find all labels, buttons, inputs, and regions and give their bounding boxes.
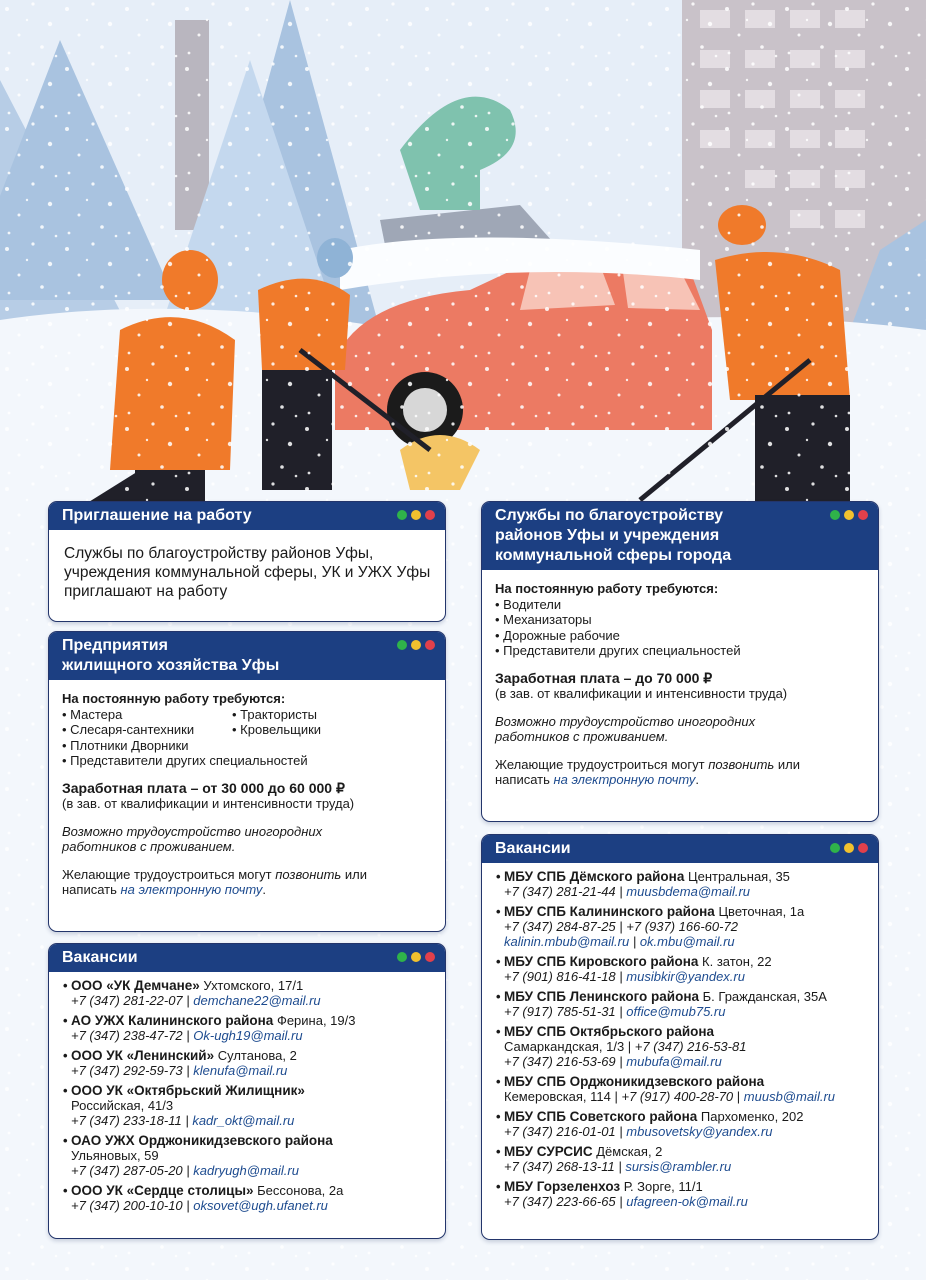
email-link[interactable]: на электронную почту bbox=[553, 772, 696, 787]
email[interactable]: klenufa@mail.ru bbox=[193, 1063, 288, 1078]
housing-note: Возможно трудоустройство иногородних работников с проживанием. bbox=[62, 823, 323, 854]
housing-card-title-line1: Предприятия bbox=[62, 637, 168, 654]
salary-note: (в зав. от квалификации и интенсивности труда) bbox=[495, 686, 788, 701]
phone[interactable]: +7 (347) 281-21-44 bbox=[504, 884, 616, 899]
email[interactable]: kadryugh@mail.ru bbox=[193, 1163, 299, 1178]
services-card-title-line2: районов Уфы и учреждения bbox=[495, 527, 720, 544]
services-card-title-line3: коммунальной сферы города bbox=[495, 547, 732, 564]
profession-item: • Представители других специальностей bbox=[62, 753, 433, 769]
profession-item: • Кровельщики bbox=[232, 722, 321, 738]
call-link[interactable]: позвонить bbox=[708, 756, 775, 772]
call-link[interactable]: позвонить bbox=[275, 866, 342, 882]
housing-enterprises-card bbox=[48, 631, 446, 932]
profession-item: • Дорожные рабочие bbox=[495, 628, 866, 644]
vacancy-item: • МБУ СПБ Орджоникидзевского района Кемеровская, 114 | +7 (917) 400-28-70 | muusb@mail.ru bbox=[496, 1074, 866, 1104]
email-link[interactable]: на электронную почту bbox=[120, 882, 263, 897]
phone[interactable]: +7 (917) 400-28-70 bbox=[621, 1089, 734, 1104]
vacancies-card-right bbox=[481, 834, 879, 1240]
profession-item: • Плотники Дворники bbox=[62, 738, 232, 754]
vacancy-item: • ООО «УК Демчане» Ухтомского, 17/1 +7 (347) 281-22-07 | demchane22@mail.ru bbox=[63, 978, 433, 1008]
email[interactable]: mubufa@mail.ru bbox=[626, 1054, 722, 1069]
phone[interactable]: +7 (917) 785-51-31 bbox=[504, 1004, 616, 1019]
vacancies-title: Вакансии bbox=[495, 840, 571, 857]
vacancies-header bbox=[482, 835, 878, 863]
profession-item: • Мастера bbox=[62, 707, 232, 723]
phone[interactable]: +7 (347) 216-53-69 bbox=[504, 1054, 616, 1069]
profession-item: • Трактористы bbox=[232, 707, 321, 723]
vacancies-header bbox=[49, 944, 445, 972]
invitation-card bbox=[48, 501, 446, 622]
email[interactable]: muusb@mail.ru bbox=[743, 1089, 836, 1104]
vacancy-item: • АО УЖХ Калининского района Ферина, 19/3 +7 (347) 238-47-72 | Ok-ugh19@mail.ru bbox=[63, 1013, 433, 1043]
window-dots bbox=[397, 510, 435, 520]
vacancy-item: • МБУ СПБ Октябрьского района Самаркандская, 1/3 | +7 (347) 216-53-81 +7 (347) 216-53-69 | mubufa@mail.ru bbox=[496, 1024, 866, 1069]
email[interactable]: Ok-ugh19@mail.ru bbox=[193, 1028, 303, 1043]
email[interactable]: mbusovetsky@yandex.ru bbox=[626, 1124, 773, 1139]
housing-card-header bbox=[49, 632, 445, 680]
vacancy-item: • ООО УК «Сердце столицы» Бессонова, 2а +7 (347) 200-10-10 | oksovet@ugh.ufanet.ru bbox=[63, 1183, 433, 1213]
window-dots bbox=[830, 843, 868, 853]
salary-note: (в зав. от квалификации и интенсивности труда) bbox=[62, 796, 355, 811]
services-card-title-line1: Службы по благоустройству bbox=[495, 507, 724, 524]
email[interactable]: office@mub75.ru bbox=[626, 1004, 726, 1019]
window-dots bbox=[830, 510, 868, 520]
phone[interactable]: +7 (347) 268-13-11 bbox=[504, 1159, 615, 1174]
email[interactable]: sursis@rambler.ru bbox=[625, 1159, 732, 1174]
email[interactable]: ok.mbu@mail.ru bbox=[639, 934, 735, 949]
invitation-card-header bbox=[49, 502, 445, 530]
salary: Заработная плата – от 30 000 до 60 000 ₽ bbox=[62, 779, 345, 796]
vacancies-card-left bbox=[48, 943, 446, 1239]
vacancy-item: • ООО УК «Ленинский» Султанова, 2 +7 (347) 292-59-73 | klenufa@mail.ru bbox=[63, 1048, 433, 1078]
vacancy-item: • МБУ Горзеленхоз Р. Зорге, 11/1 +7 (347) 223-66-65 | ufagreen-ok@mail.ru bbox=[496, 1179, 866, 1209]
email[interactable]: musibkir@yandex.ru bbox=[626, 969, 745, 984]
phone[interactable]: +7 (347) 223-66-65 bbox=[504, 1194, 616, 1209]
phone[interactable]: +7 (347) 284-87-25 | +7 (937) 166-60-72 bbox=[504, 919, 738, 934]
vacancy-item: • МБУ СУРСИС Дёмская, 2 +7 (347) 268-13-11 | sursis@rambler.ru bbox=[496, 1144, 866, 1174]
invitation-text: Службы по благоустройству районов Уфы, учреждения коммунальной сферы, УК и УЖХ Уфы приглашают на работу bbox=[64, 545, 431, 600]
phone[interactable]: +7 (347) 233-18-11 bbox=[71, 1113, 182, 1128]
professions-list bbox=[62, 707, 433, 754]
profession-item: • Слесаря-сантехники bbox=[62, 722, 232, 738]
required-heading: На постоянную работу требуются: bbox=[495, 581, 719, 596]
email[interactable]: ufagreen-ok@mail.ru bbox=[626, 1194, 748, 1209]
phone[interactable]: +7 (347) 200-10-10 bbox=[71, 1198, 183, 1213]
vacancy-item: • ОАО УЖХ Орджоникидзевского района Ульяновых, 59 +7 (347) 287-05-20 | kadryugh@mail.ru bbox=[63, 1133, 433, 1178]
vacancy-item: • МБУ СПБ Ленинского района Б. Гражданская, 35А +7 (917) 785-51-31 | office@mub75.ru bbox=[496, 989, 866, 1019]
improvement-services-card bbox=[481, 501, 879, 822]
invitation-card-title: Приглашение на работу bbox=[62, 507, 252, 524]
salary: Заработная плата – до 70 000 ₽ bbox=[495, 669, 713, 686]
email[interactable]: demchane22@mail.ru bbox=[193, 993, 321, 1008]
email[interactable]: oksovet@ugh.ufanet.ru bbox=[193, 1198, 328, 1213]
phone[interactable]: +7 (347) 216-53-81 bbox=[634, 1039, 747, 1054]
housing-card-title-line2: жилищного хозяйства Уфы bbox=[62, 657, 280, 674]
vacancy-item: • МБУ СПБ Дёмского района Центральная, 35 +7 (347) 281-21-44 | muusbdema@mail.ru bbox=[496, 869, 866, 899]
phone[interactable]: +7 (347) 292-59-73 bbox=[71, 1063, 183, 1078]
profession-item: • Представители других специальностей bbox=[495, 643, 866, 659]
email[interactable]: kadr_okt@mail.ru bbox=[192, 1113, 295, 1128]
phone[interactable]: +7 (347) 238-47-72 bbox=[71, 1028, 183, 1043]
email[interactable]: muusbdema@mail.ru bbox=[626, 884, 751, 899]
vacancy-item: • МБУ СПБ Кировского района К. затон, 22 +7 (901) 816-41-18 | musibkir@yandex.ru bbox=[496, 954, 866, 984]
housing-note: Возможно трудоустройство иногородних работников с проживанием. bbox=[495, 713, 756, 744]
professions-list bbox=[495, 597, 866, 659]
vacancy-item: • МБУ СПБ Калининского района Цветочная, 1а +7 (347) 284-87-25 | +7 (937) 166-60-72 kalinin.mbub@mail.ru | ok.mbu@mail.ru bbox=[496, 904, 866, 949]
vacancy-item: • ООО УК «Октябрьский Жилищник» Российская, 41/3 +7 (347) 233-18-11 | kadr_okt@mail.ru bbox=[63, 1083, 433, 1128]
window-dots bbox=[397, 640, 435, 650]
required-heading: На постоянную работу требуются: bbox=[62, 691, 286, 706]
email[interactable]: kalinin.mbub@mail.ru bbox=[504, 934, 630, 949]
vacancy-list bbox=[482, 863, 878, 1218]
profession-item: • Механизаторы bbox=[495, 612, 866, 628]
phone[interactable]: +7 (347) 281-22-07 bbox=[71, 993, 183, 1008]
services-card-header bbox=[482, 502, 878, 570]
vacancies-title: Вакансии bbox=[62, 949, 138, 966]
vacancy-item: • МБУ СПБ Советского района Пархоменко, 202 +7 (347) 216-01-01 | mbusovetsky@yandex.ru bbox=[496, 1109, 866, 1139]
phone[interactable]: +7 (901) 816-41-18 bbox=[504, 969, 616, 984]
vacancy-list bbox=[49, 972, 445, 1222]
window-dots bbox=[397, 952, 435, 962]
contact-text: Желающие трудоустроиться могут позвонить или написать на электронную почту. bbox=[495, 756, 800, 787]
phone[interactable]: +7 (347) 216-01-01 bbox=[504, 1124, 616, 1139]
phone[interactable]: +7 (347) 287-05-20 bbox=[71, 1163, 183, 1178]
contact-text: Желающие трудоустроиться могут позвонить или написать на электронную почту. bbox=[62, 866, 367, 897]
profession-item: • Водители bbox=[495, 597, 866, 613]
